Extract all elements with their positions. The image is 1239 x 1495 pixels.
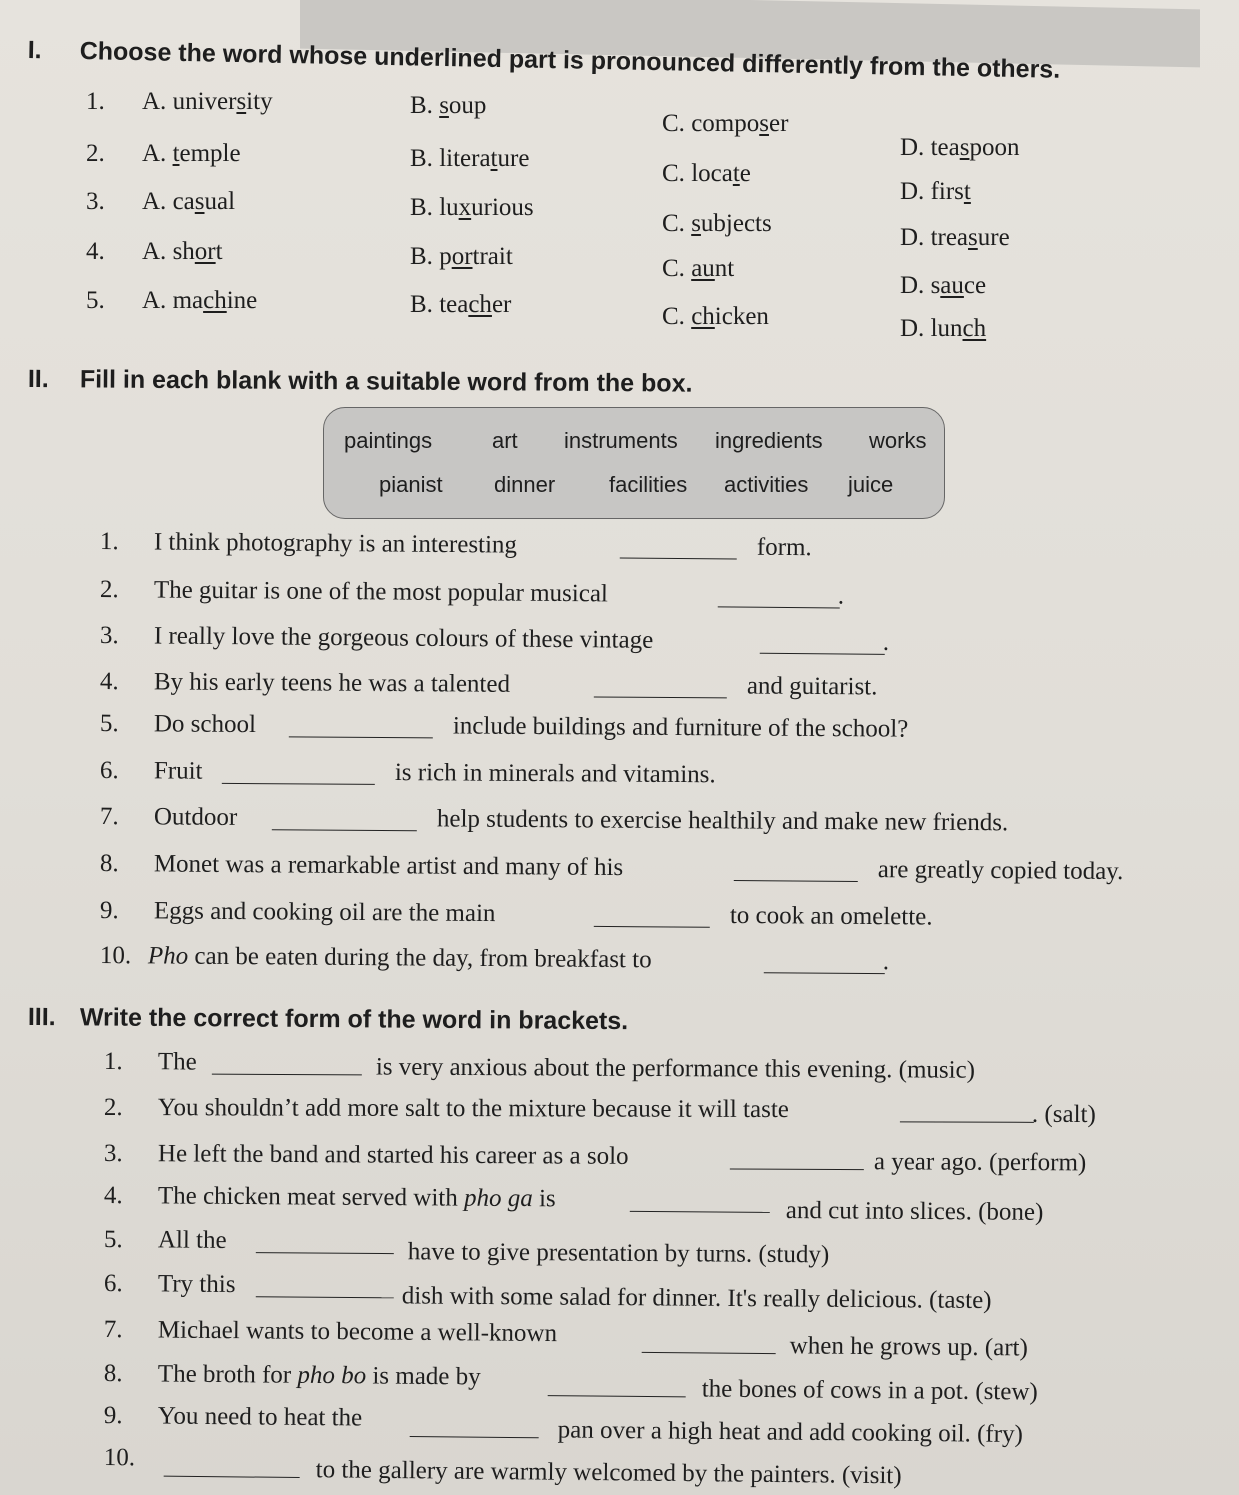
italic-word: pho ga: [463, 1184, 533, 1213]
question-number: 4.: [86, 238, 105, 265]
option-word-start: compo: [691, 110, 760, 137]
fill-in-item: [100, 668, 1160, 709]
underlined-part: t: [490, 145, 498, 172]
italic-word: Pho: [147, 942, 189, 970]
fill-in-item: [100, 528, 1160, 571]
item-number: 7.: [99, 803, 119, 831]
option-word-start: trea: [930, 224, 969, 251]
box-word: ingredients: [715, 428, 823, 453]
word-form-item: [104, 1444, 1114, 1488]
fill-in-item: [100, 576, 1160, 619]
item-number: 8.: [99, 850, 119, 878]
item-text-after: . (salt): [1031, 1100, 1096, 1129]
section-3-instruction: Write the correct form of the word in brackets.: [79, 1003, 629, 1036]
option-word-start: lun: [930, 315, 963, 342]
option-label: D.: [900, 134, 931, 161]
item-text-before: Eggs and cooking oil are the main: [153, 897, 496, 928]
answer-blank: [620, 557, 737, 560]
item-text-before: The chicken meat served with pho ga is: [157, 1182, 556, 1213]
underlined-part: or: [451, 243, 473, 270]
item-number: 9.: [103, 1402, 123, 1430]
option-word-start: p: [439, 243, 452, 270]
item-text-before: Monet was a remarkable artist and many of his: [153, 850, 624, 882]
option-label: A.: [142, 238, 173, 265]
item-text-after: pan over a high heat and add cooking oil. (fry): [557, 1416, 1023, 1448]
answer-blank: [410, 1435, 539, 1438]
option-word-end: ual: [204, 188, 236, 215]
word-form-item: [103, 1316, 1114, 1362]
item-text-before: You shouldn’t add more salt to the mixture because it will taste: [157, 1094, 789, 1124]
answer-option-b: [410, 92, 486, 120]
section-3-heading: [28, 1003, 628, 1036]
underlined-part: ch: [203, 287, 227, 314]
item-number: 1.: [99, 528, 119, 556]
answer-blank: [764, 971, 885, 974]
section-1-instruction: Choose the word whose underlined part is pronounced differently from the others.: [79, 36, 1061, 84]
box-word: activities: [724, 472, 809, 497]
answer-blank: [289, 735, 433, 738]
option-label: C.: [662, 160, 692, 187]
answer-blank: [212, 1073, 362, 1076]
underlined-part: ch: [468, 291, 492, 318]
option-label: D.: [900, 315, 931, 342]
answer-option-b: [410, 291, 511, 319]
option-word-end: er: [768, 110, 789, 137]
item-text-after: have to give presentation by turns. (study): [407, 1238, 830, 1269]
answer-option-d: [900, 224, 1010, 252]
box-word: dinner: [494, 472, 556, 497]
item-text-after: to cook an omelette.: [729, 901, 933, 931]
option-word-start: lu: [439, 194, 459, 221]
underlined-part: s: [959, 134, 970, 161]
answer-blank: [548, 1394, 686, 1397]
section-2-instruction: Fill in each blank with a suitable word from the box.: [79, 365, 693, 398]
item-text-before: Outdoor: [153, 803, 238, 831]
word-form-item: [104, 1140, 1114, 1180]
option-word-end: urious: [471, 194, 534, 221]
answer-option-d: [900, 315, 986, 343]
word-form-item: [104, 1402, 1114, 1446]
option-label: C.: [662, 255, 692, 282]
item-text-before: Pho can be eaten during the day, from breakfast to: [147, 942, 652, 974]
item-text-after: and guitarist.: [746, 672, 878, 701]
underlined-part: or: [194, 238, 216, 265]
item-number: 5.: [99, 710, 119, 738]
answer-blank: [718, 605, 840, 608]
question-number: 1.: [86, 88, 105, 115]
word-form-item: [103, 1360, 1114, 1406]
option-word-start: ma: [172, 287, 204, 314]
answer-blank: [594, 925, 710, 928]
answer-blank: [256, 1295, 394, 1298]
item-text-after: .: [882, 628, 890, 656]
item-number: 7.: [103, 1316, 123, 1344]
item-number: 6.: [99, 757, 119, 785]
underlined-part: s: [236, 88, 247, 115]
option-word-end: ure: [497, 145, 530, 172]
box-word: instruments: [564, 428, 678, 453]
fill-in-item: [100, 710, 1160, 751]
answer-option-d: [900, 272, 986, 300]
option-label: B.: [410, 243, 440, 270]
answer-option-d: [900, 134, 1019, 162]
item-number: 1.: [103, 1048, 123, 1076]
option-label: D.: [900, 224, 931, 251]
answer-option-a: [142, 88, 273, 116]
italic-word: pho bo: [297, 1361, 367, 1390]
answer-option-c: [662, 255, 734, 283]
word-form-item: [104, 1226, 1114, 1267]
option-label: D.: [900, 272, 931, 299]
option-word-end: ine: [226, 287, 258, 314]
item-text-after: and cut into slices. (bone): [785, 1196, 1044, 1226]
option-word-start: tea: [439, 291, 469, 318]
option-word-end: ity: [246, 88, 273, 115]
item-text-after: a year ago. (perform): [873, 1148, 1087, 1177]
answer-blank: [642, 1351, 776, 1354]
item-number: 2.: [103, 1094, 123, 1122]
option-word-start: sh: [172, 238, 195, 265]
item-text-before: The broth for pho bo is made by: [157, 1360, 481, 1391]
item-text-before: I think photography is an interesting: [153, 528, 518, 559]
item-text-after: is rich in minerals and vitamins.: [394, 759, 716, 789]
item-text-after: help students to exercise healthily and make new friends.: [436, 805, 1009, 837]
item-text-before: I really love the gorgeous colours of these vintage: [153, 622, 654, 654]
option-label: D.: [900, 178, 931, 205]
underlined-part: t: [172, 140, 180, 167]
underlined-part: s: [194, 188, 205, 215]
underlined-part: s: [691, 210, 701, 237]
word-form-item: [103, 1270, 1114, 1315]
answer-blank: [630, 1210, 770, 1213]
answer-option-b: [410, 194, 534, 222]
underlined-part: s: [968, 224, 978, 251]
section-2-heading: [28, 365, 693, 399]
item-number: 2.: [99, 576, 119, 604]
item-text-before: Michael wants to become a well-known: [157, 1316, 558, 1348]
item-text-before: The guitar is one of the most popular musical: [153, 576, 609, 608]
answer-option-b: [410, 145, 529, 173]
item-number: 8.: [103, 1360, 123, 1388]
option-word-start: tea: [930, 134, 960, 161]
item-number: 4.: [103, 1182, 123, 1210]
fill-in-item: [100, 942, 1160, 984]
item-text-before: The: [157, 1048, 197, 1076]
box-word: juice: [848, 472, 894, 497]
option-label: A.: [142, 287, 173, 314]
answer-blank: [734, 879, 858, 882]
word-form-item: [104, 1094, 1114, 1131]
item-number: 10.: [103, 1444, 136, 1472]
answer-option-a: [142, 287, 257, 315]
option-label: A.: [142, 188, 173, 215]
item-number: 3.: [99, 622, 119, 650]
option-word-end: trait: [472, 243, 513, 270]
word-form-item: [104, 1048, 1114, 1088]
answer-blank: [760, 652, 885, 655]
item-text-before: He left the band and started his career as a solo: [157, 1140, 629, 1170]
underlined-part: s: [759, 110, 769, 137]
option-word-end: icken: [714, 303, 769, 330]
fill-in-item: [100, 897, 1160, 939]
item-text-after: are greatly copied today.: [877, 856, 1124, 886]
answer-blank: [730, 1167, 864, 1170]
question-number: 5.: [86, 287, 105, 314]
item-number: 5.: [103, 1226, 123, 1254]
option-word-end: ubjects: [700, 210, 772, 237]
answer-blank: [164, 1475, 300, 1478]
fill-in-item: [100, 622, 1160, 665]
answer-option-a: [142, 188, 235, 216]
option-label: C.: [662, 110, 692, 137]
item-text-after: .: [837, 582, 845, 610]
item-number: 4.: [99, 668, 119, 696]
question-number: 3.: [86, 188, 105, 215]
option-label: A.: [142, 140, 173, 167]
option-word-end: poon: [969, 134, 1020, 161]
underlined-part: au: [691, 255, 715, 282]
box-word: facilities: [609, 472, 688, 497]
answer-blank: [222, 782, 375, 785]
option-word-end: e: [739, 160, 751, 187]
option-label: C.: [662, 303, 692, 330]
answer-option-c: [662, 110, 788, 138]
underlined-part: ch: [691, 303, 715, 330]
item-text-after: to the gallery are warmly welcomed by the painters. (visit): [315, 1456, 902, 1490]
answer-blank: [272, 828, 417, 831]
answer-option-a: [142, 238, 223, 266]
item-number: 9.: [99, 897, 119, 925]
fill-in-item: [100, 850, 1160, 892]
answer-option-c: [662, 303, 769, 331]
option-label: B.: [410, 194, 440, 221]
option-word-end: ure: [977, 224, 1010, 251]
underlined-part: s: [439, 92, 449, 119]
answer-blank: [900, 1120, 1034, 1122]
question-number: 2.: [86, 140, 105, 167]
underlined-part: t: [963, 178, 971, 205]
underlined-part: au: [940, 272, 964, 299]
item-text-after: form.: [756, 533, 812, 562]
answer-blank: [594, 695, 727, 698]
box-word: works: [869, 428, 927, 453]
underlined-part: t: [732, 160, 740, 187]
box-word: art: [492, 428, 518, 453]
item-number: 10.: [99, 942, 132, 970]
option-word-start: litera: [439, 145, 491, 172]
item-text-after: dish with some salad for dinner. It's really delicious. (taste): [401, 1282, 992, 1315]
answer-option-a: [142, 140, 241, 168]
word-form-item: [103, 1182, 1114, 1226]
option-label: A.: [142, 88, 173, 115]
section-3-roman: III.: [27, 1003, 56, 1032]
item-text-before: All the: [157, 1226, 227, 1254]
option-word-end: oup: [448, 92, 487, 119]
option-word-start: firs: [930, 178, 964, 205]
option-label: C.: [662, 210, 692, 237]
box-word: paintings: [344, 428, 433, 453]
word-box: [323, 407, 945, 519]
section-2-roman: II.: [27, 365, 49, 394]
answer-option-d: [900, 178, 971, 206]
option-label: B.: [410, 291, 440, 318]
item-text-before: You need to heat the: [157, 1402, 363, 1432]
answer-blank: [256, 1251, 394, 1254]
item-text-after: the bones of cows in a pot. (stew): [701, 1375, 1038, 1406]
option-label: B.: [410, 92, 440, 119]
option-word-start: ca: [172, 188, 195, 215]
answer-option-c: [662, 160, 751, 188]
answer-option-c: [662, 210, 772, 238]
answer-option-b: [410, 243, 513, 271]
box-word: pianist: [379, 472, 443, 497]
item-text-before: Try this: [157, 1270, 236, 1299]
item-number: 6.: [103, 1270, 123, 1298]
item-text-before: By his early teens he was a talented: [153, 668, 511, 698]
underlined-part: x: [458, 194, 472, 221]
option-word-end: emple: [179, 140, 241, 167]
option-word-end: t: [215, 238, 223, 265]
option-word-start: s: [930, 272, 941, 299]
item-text-after: .: [882, 948, 890, 976]
option-label: B.: [410, 145, 440, 172]
option-word-start: loca: [691, 160, 733, 187]
option-word-end: nt: [714, 255, 735, 282]
item-text-before: Fruit: [153, 757, 203, 785]
item-text-before: Do school: [153, 710, 257, 739]
item-text-after: include buildings and furniture of the school?: [452, 712, 909, 743]
item-text-after: is very anxious about the performance this evening. (music): [375, 1053, 976, 1084]
fill-in-item: [100, 757, 1160, 798]
item-number: 3.: [103, 1140, 123, 1168]
option-word-start: univer: [172, 88, 237, 115]
section-1-roman: I.: [27, 36, 42, 65]
fill-in-item: [100, 803, 1160, 844]
option-word-end: ce: [963, 272, 987, 299]
option-word-end: er: [491, 291, 512, 318]
item-text-after: when he grows up. (art): [789, 1332, 1028, 1362]
underlined-part: ch: [962, 315, 987, 342]
